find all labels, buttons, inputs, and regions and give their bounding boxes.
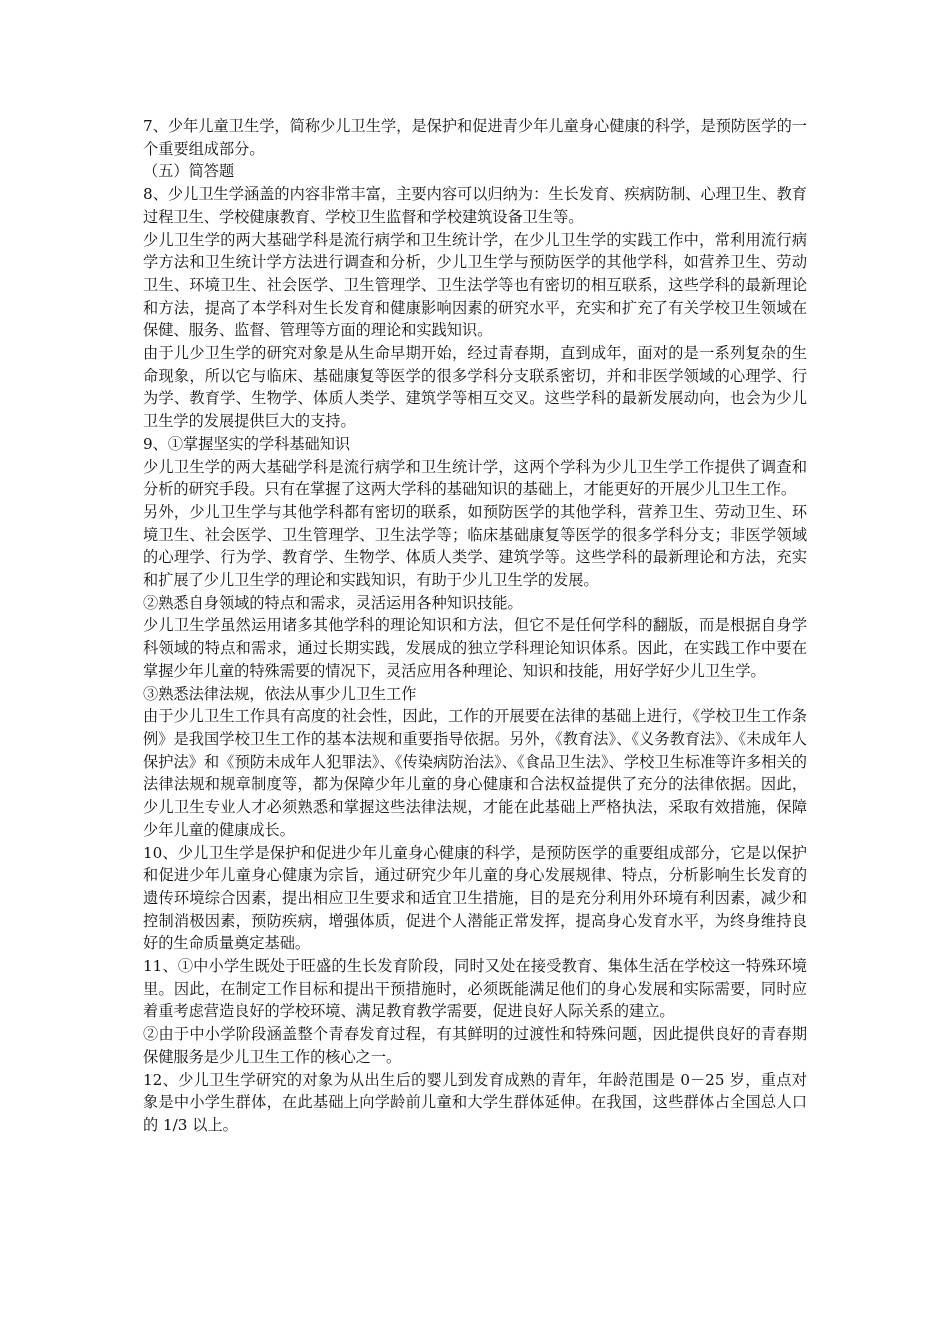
answer-9-point-2-paragraph: 少儿卫生学虽然运用诸多其他学科的理论知识和方法，但它不是任何学科的翻版，而是根据自身学科领域的特点和需求，通过长期实践，发展成的独立学科理论知识体系。因此，在实践工作中要在掌握少年儿童的特殊需要的情况下，灵活应用各种理论、知识和技能，用好学好少儿卫生学。 <box>143 616 807 680</box>
answer-9-point-1-paragraph-1: 少儿卫生学的两大基础学科是流行病学和卫生统计学，这两个学科为少儿卫生学工作提供了调查和分析的研究手段。只有在掌握了这两大学科的基础知识的基础上，才能更好的开展少儿卫生工作。 <box>143 457 807 499</box>
document-page <box>143 115 807 1137</box>
answer-8-paragraph-3: 由于儿少卫生学的研究对象是从生命早期开始，经过青春期，直到成年，面对的是一系列复杂的生命现象，所以它与临床、基础康复等医学的很多学科分支联系密切，并和非医学领域的心理学、行为学、教育学、生物学、体质人类学、建筑学等相互交叉。这些学科的最新发展动向，也会为少儿卫生学的发展提供巨大的支持。 <box>143 344 807 431</box>
section-heading-short-answer: （五）简答题 <box>143 162 235 181</box>
answer-9-point-1-heading: 9、①掌握坚实的学科基础知识 <box>143 434 351 453</box>
answer-9-point-3-paragraph: 由于少儿卫生工作具有高度的社会性，因此，工作的开展要在法律的基础上进行，《学校卫生工作条例》是我国学校卫生工作的基本法规和重要指导依据。另外，《教育法》、《义务教育法》、《未成年人保护法》和《预防未成年人犯罪法》、《传染病防治法》、《食品卫生法》、学校卫生标准等许多相关的法律法规和规章制度等，都为保障少年儿童的身心健康和合法权益提供了充分的法律依据。因此，少儿卫生专业人才必须熟悉和掌握这些法律法规，才能在此基础上严格执法，采取有效措施，保障少年儿童的健康成长。 <box>143 707 807 839</box>
answer-9-point-1-paragraph-2: 另外，少儿卫生学与其他学科都有密切的联系，如预防医学的其他学科，营养卫生、劳动卫生、环境卫生、社会医学、卫生管理学、卫生法学等；临床基础康复等医学的很多学科分支；非医学领域的心理学、行为学、教育学、生物学、体质人类学、建筑学等。这些学科的最新理论和方法，充实和扩展了少儿卫生学的理论和实践知识，有助于少儿卫生学的发展。 <box>143 502 807 590</box>
answer-11-point-1: 11、①中小学生既处于旺盛的生长发育阶段，同时又处在接受教育、集体生活在学校这一特殊环境里。因此，在制定工作目标和提出干预措施时，必须既能满足他们的身心发展和实际需要，同时应着重考虑营造良好的学校环境、满足教育教学需要，促进良好人际关系的建立。 <box>143 957 807 1021</box>
answer-10: 10、少儿卫生学是保护和促进少年儿童身心健康的科学，是预防医学的重要组成部分，它是以保护和促进少年儿童身心健康为宗旨，通过研究少年儿童的身心发展规律、特点，分析影响生长发育的遗传环境综合因素，提出相应卫生要求和适宜卫生措施，目的是充分利用外环境有利因素，减少和控制消极因素，预防疾病，增强体质，促进个人潜能正常发挥，提高身心发育水平，为终身维持良好的生命质量奠定基础。 <box>143 843 807 953</box>
answer-9-point-2-heading: ②熟悉自身领域的特点和需求，灵活运用各种知识技能。 <box>143 593 523 612</box>
answer-12: 12、少儿卫生学研究的对象为从出生后的婴儿到发育成熟的青年，年龄范围是 0－25 岁，重点对象是中小学生群体，在此基础上向学龄前儿童和大学生群体延伸。在我国，这些群体占全国总人口的 1/3 以上。 <box>143 1070 807 1134</box>
answer-8-paragraph-2: 少儿卫生学的两大基础学科是流行病学和卫生统计学，在少儿卫生学的实践工作中，常利用流行病学方法和卫生统计学方法进行调查和分析，少儿卫生学与预防医学的其他学科，如营养卫生、劳动卫生、环境卫生、社会医学、卫生管理学、卫生法学等也有密切的相互联系，这些学科的最新理论和方法，提高了本学科对生长发育和健康影响因素的研究水平，充实和扩充了有关学校卫生领域在保健、服务、监督、管理等方面的理论和实践知识。 <box>143 230 807 340</box>
answer-9-point-3-heading: ③熟悉法律法规，依法从事少儿卫生工作 <box>143 684 417 703</box>
answer-7: 7、少年儿童卫生学，简称少儿卫生学，是保护和促进青少年儿童身心健康的科学，是预防医学的一个重要组成部分。 <box>143 117 807 158</box>
answer-11-point-2: ②由于中小学阶段涵盖整个青春发育过程，有其鲜明的过渡性和特殊问题，因此提供良好的青春期保健服务是少儿卫生工作的核心之一。 <box>143 1025 807 1066</box>
answer-8: 8、少儿卫生学涵盖的内容非常丰富，主要内容可以归纳为：生长发育、疾病防制、心理卫生、教育过程卫生、学校健康教育、学校卫生监督和学校建筑设备卫生等。 <box>143 185 807 226</box>
